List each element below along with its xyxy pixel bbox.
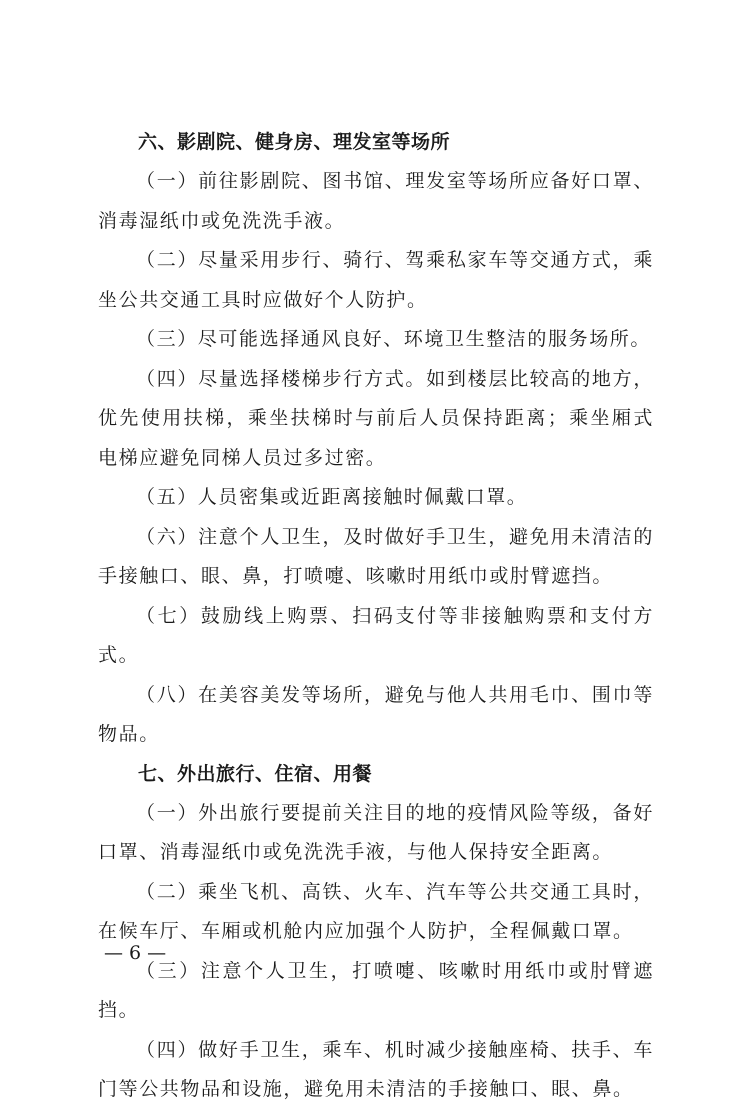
page-number: — 6 —	[104, 942, 167, 964]
section-6-item-5: （五）人员密集或近距离接触时佩戴口罩。	[136, 486, 528, 508]
section-7-heading: 七、外出旅行、住宿、用餐	[138, 762, 373, 785]
section-6-item-2: （二）尽量采用步行、骑行、驾乘私家车等交通方式，乘坐公共交通工具时应做好个人防护。	[98, 249, 654, 311]
section-6-item-3: （三）尽可能选择通风良好、环境卫生整洁的服务场所。	[136, 328, 652, 350]
section-7-item-2: （二）乘坐飞机、高铁、火车、汽车等公共交通工具时，在候车厅、车厢或机舱内应加强个人防护，全程佩戴口罩。	[98, 880, 654, 942]
section-6-heading: 六、影剧院、健身房、理发室等场所	[138, 131, 451, 153]
section-7-item-1: （一）外出旅行要提前关注目的地的疫情风险等级，备好口罩、消毒湿纸巾或免洗洗手液，与他人保持安全距离。	[98, 801, 654, 863]
section-6-item-4: （四）尽量选择楼梯步行方式。如到楼层比较高的地方，优先使用扶梯，乘坐扶梯时与前后人员保持距离；乘坐厢式电梯应避免同梯人员过多过密。	[98, 367, 654, 469]
section-6-item-8: （八）在美容美发等场所，避免与他人共用毛巾、围巾等物品。	[98, 683, 654, 745]
document-body	[98, 123, 654, 1110]
section-6-item-7: （七）鼓励线上购票、扫码支付等非接触购票和支付方式。	[98, 604, 654, 666]
section-6-item-1: （一）前往影剧院、图书馆、理发室等场所应备好口罩、消毒湿纸巾或免洗洗手液。	[98, 170, 654, 232]
section-7-item-3: （三）注意个人卫生，打喷嚏、咳嗽时用纸巾或肘臂遮挡。	[98, 959, 654, 1021]
section-7-item-4: （四）做好手卫生，乘车、机时减少接触座椅、扶手、车门等公共物品和设施，避免用未清洁的手接触口、眼、鼻。	[98, 1038, 654, 1100]
section-6-item-6: （六）注意个人卫生，及时做好手卫生，避免用未清洁的手接触口、眼、鼻，打喷嚏、咳嗽时用纸巾或肘臂遮挡。	[98, 525, 654, 587]
